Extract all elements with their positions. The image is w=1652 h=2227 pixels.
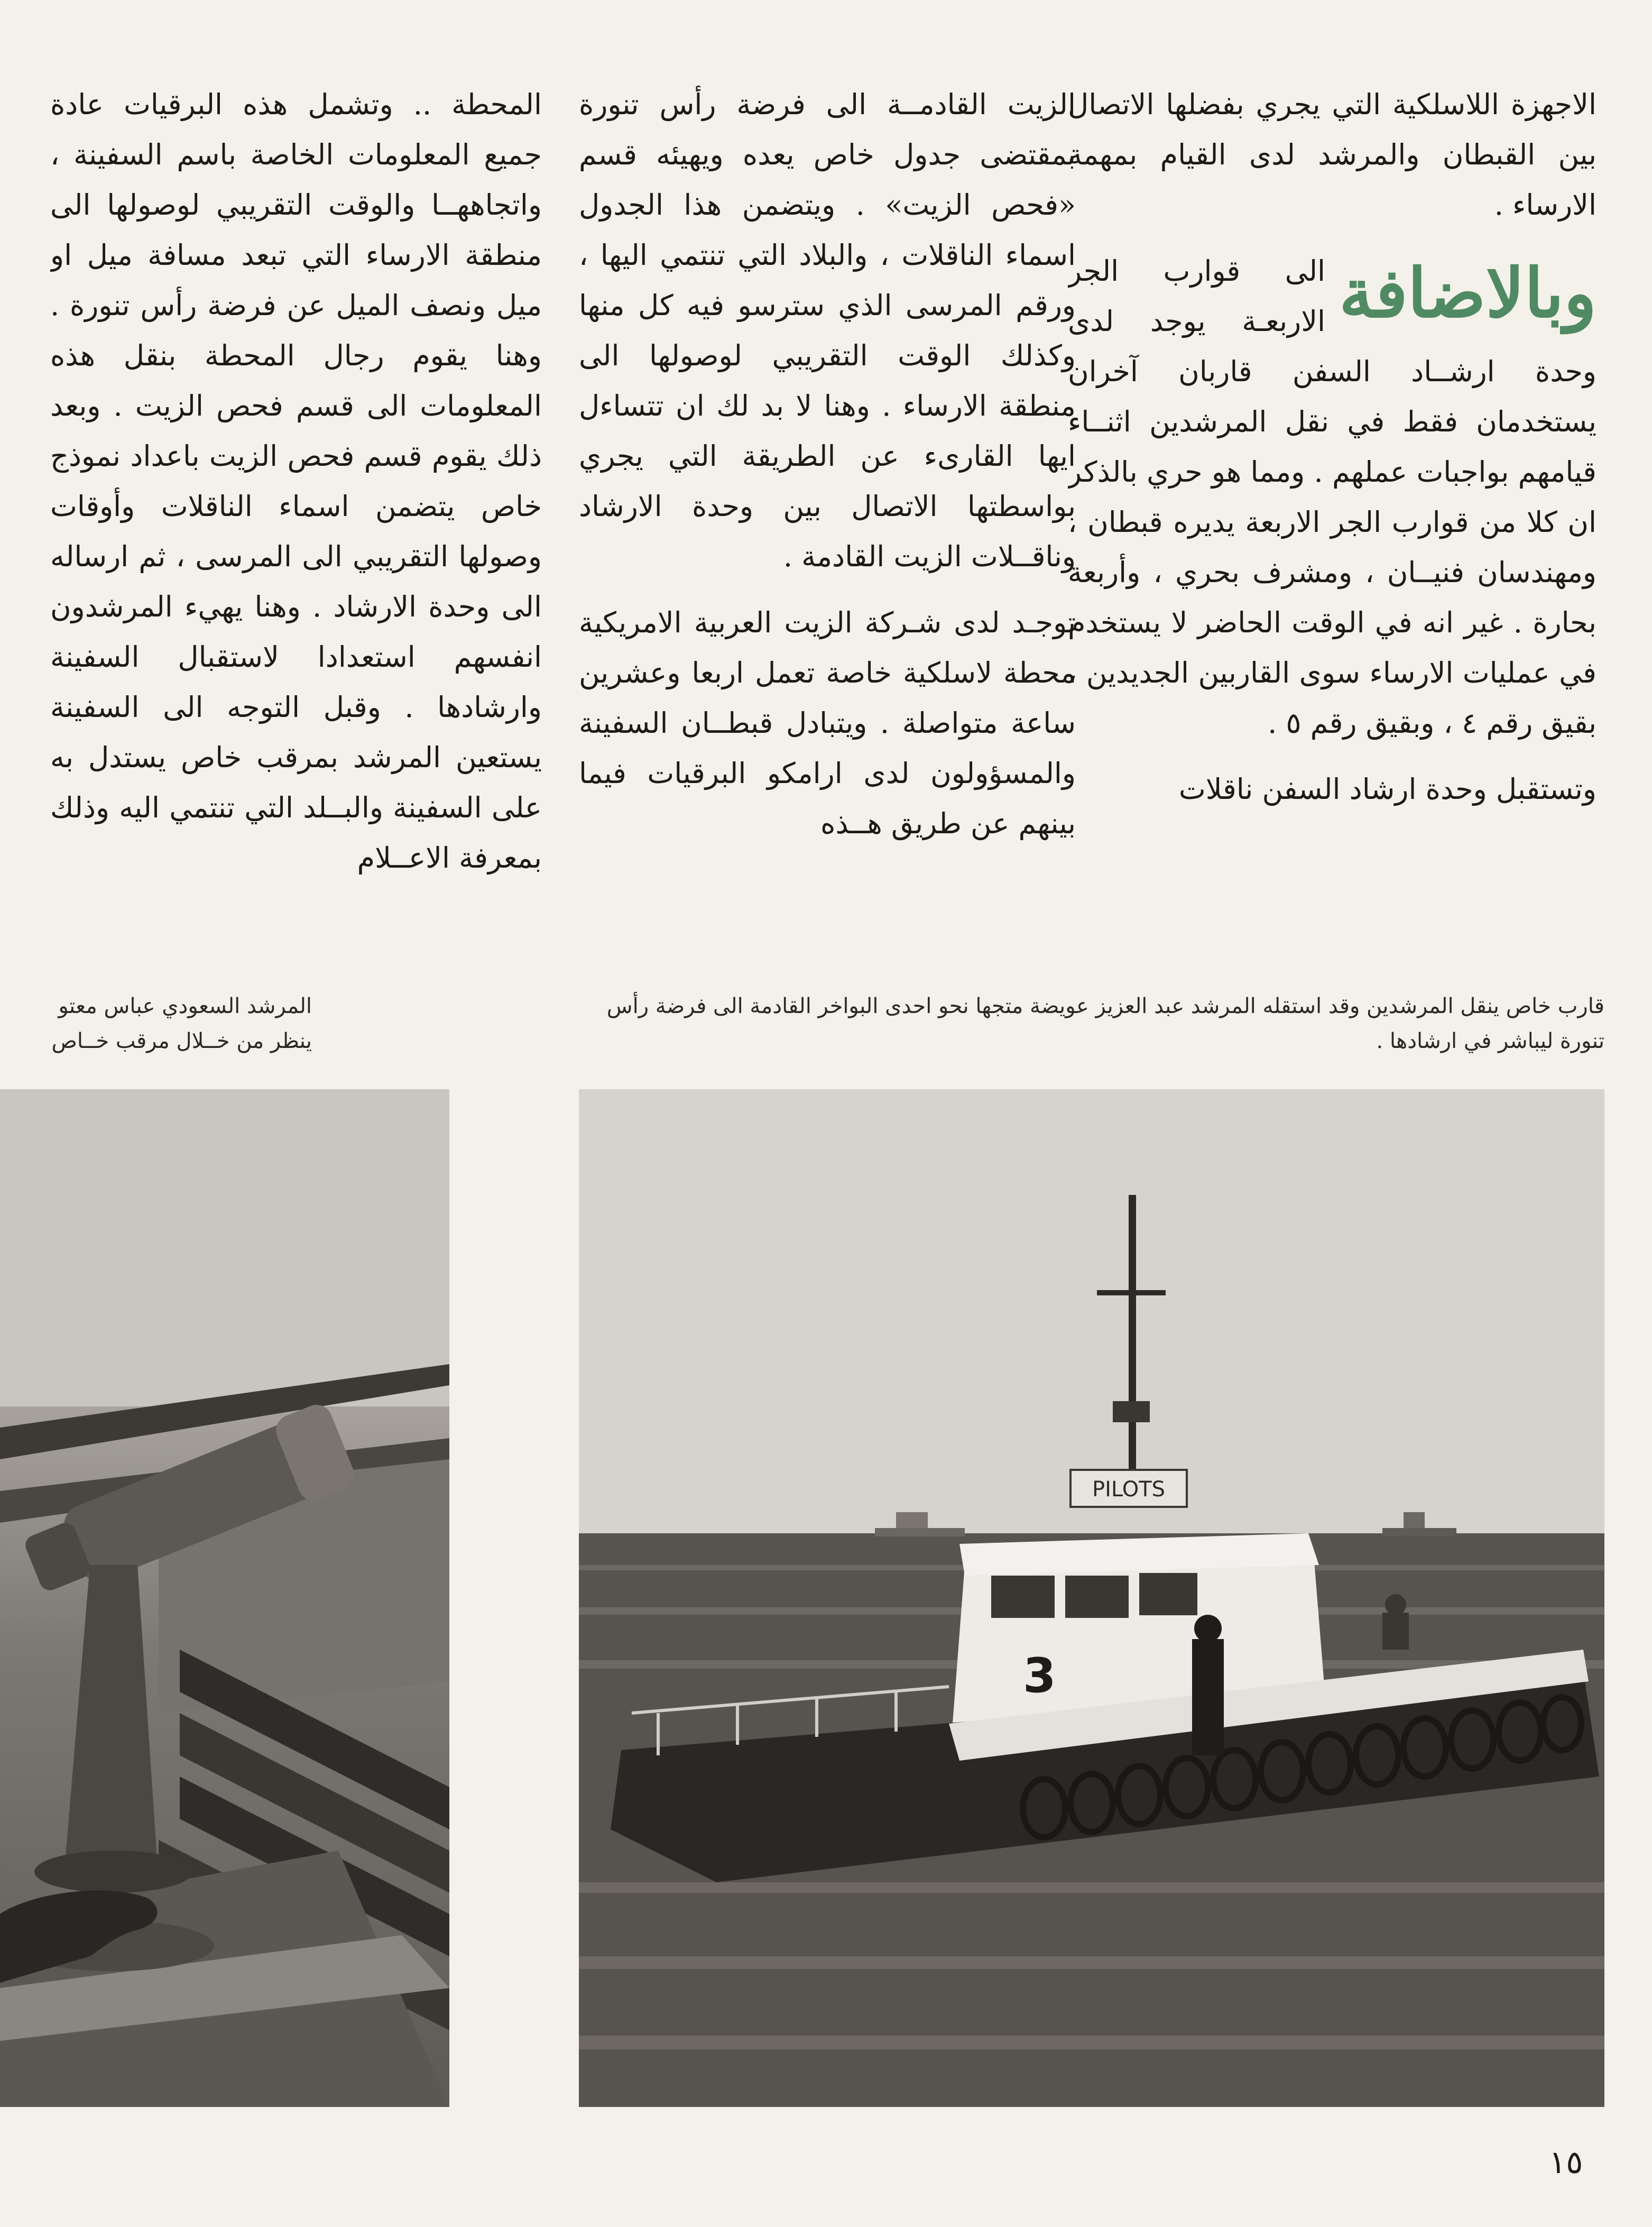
caption-line: ينظر من خــلال مرقب خــاص: [51, 1029, 312, 1053]
article-column-middle: [579, 79, 1076, 888]
pilot-boat-illustration: [579, 1089, 1604, 2107]
page-number: ١٥: [1549, 2144, 1583, 2181]
hull-number: 3: [1023, 1648, 1056, 1704]
paragraph: الزيت القادمــة الى فرضة رأس تنورة بمقتضى جدول خاص يعده ويهيئه قسم «فحص الزيت» . ويتضمن هذا الجدول اسماء الناقلات ، والبلاد التي تنتمي اليها ، ورقم المرسى الذي سترسو فيه كل منها وكذلك الوقت التقريبي لوصولها الى منطقة الارساء . وهنا لا بد لك ان تتساءل ايها القارىء عن الطريقة التي يجري بواسطتها الاتصال بين وحدة الارشاد وناقــلات الزيت القادمة .: [579, 88, 1076, 573]
paragraph: توجـد لدى شـركة الزيت العربية الامريكية محطة لاسلكية خاصة تعمل اربعا وعشرين ساعة متواصلة . ويتبادل قبطــان السفينة والمسؤولون لدى ارامكو البرقيات فيما بينهم عن طريق هــذه: [579, 606, 1076, 840]
pilots-sign-text: PILOTS: [1092, 1477, 1166, 1502]
paragraph: وتستقبل وحدة ارشاد السفن ناقلات: [1178, 772, 1596, 806]
boat-photo-caption: قارب خاص ينقل المرشدين وقد استقله المرشد عبد العزيز عويضة متجها نحو احدى البواخر القادمة الى فرضة رأس تنورة ليباشر في ارشادها .: [606, 994, 1604, 1053]
paragraph: الاجهزة اللاسلكية التي يجري بفضلها الاتصال بين القبطان والمرشد لدى القيام بمهمة الارساء .: [1068, 88, 1596, 222]
paragraph: المحطة .. وتشمل هذه البرقيات عادة جميع المعلومات الخاصة باسم السفينة ، واتجاههــا والوقت التقريبي لوصولها الى منطقة الارساء التي تبعد مسافة ميل او ميل ونصف الميل عن فرضة رأس تنورة . وهنا يقوم رجال المحطة بنقل هذه المعلومات الى قسم فحص الزيت . وبعد ذلك يقوم قسم فحص الزيت باعداد نموذج خاص يتضمن اسماء الناقلات وأوقات وصولها التقريبي الى المرسى ، ثم ارساله الى وحدة الارشاد . وهنا يهيء المرشدون انفسهم استعدادا لاستقبال السفينة وارشادها . وقبل التوجه الى السفينة يستعين المرشد بمرقب خاص يستدل به على السفينة والبــلد التي تنتمي اليه وذلك بمعرفة الاعــلام: [50, 88, 542, 875]
telescope-photo: [0, 1089, 449, 2107]
pilot-boat-photo: [579, 1089, 1604, 2107]
paragraph-with-dropcap: [1068, 246, 1596, 748]
article-column-left: [50, 79, 542, 888]
dropcap-word: وبالاضافة: [1339, 254, 1596, 333]
caption-line: المرشد السعودي عباس معتو: [58, 994, 312, 1018]
telescope-photo-caption: [0, 989, 312, 1063]
article-column-right: [1068, 79, 1596, 888]
paragraph-text: الى قوارب الجر الاربعـة يوجد لدى وحدة ارشــاد السفن قاربان آخران يستخدمان فقط في نقل المرشدين اثنــاء قيامهم بواجبات عملهم . ومما هو حري بالذكر ان كلا من قوارب الجر الاربعة يديره قبطان ، ومهندسان فنيــان ، ومشرف بحري ، وأربعة بحارة . غير انه في الوقت الحاضر لا يستخدم في عمليات الارساء سوى القاربين الجديدين ، بقيق رقم ٤ ، وبقيق رقم ٥ .: [1068, 254, 1596, 740]
telescope-photo-illustration: [0, 1089, 449, 2107]
